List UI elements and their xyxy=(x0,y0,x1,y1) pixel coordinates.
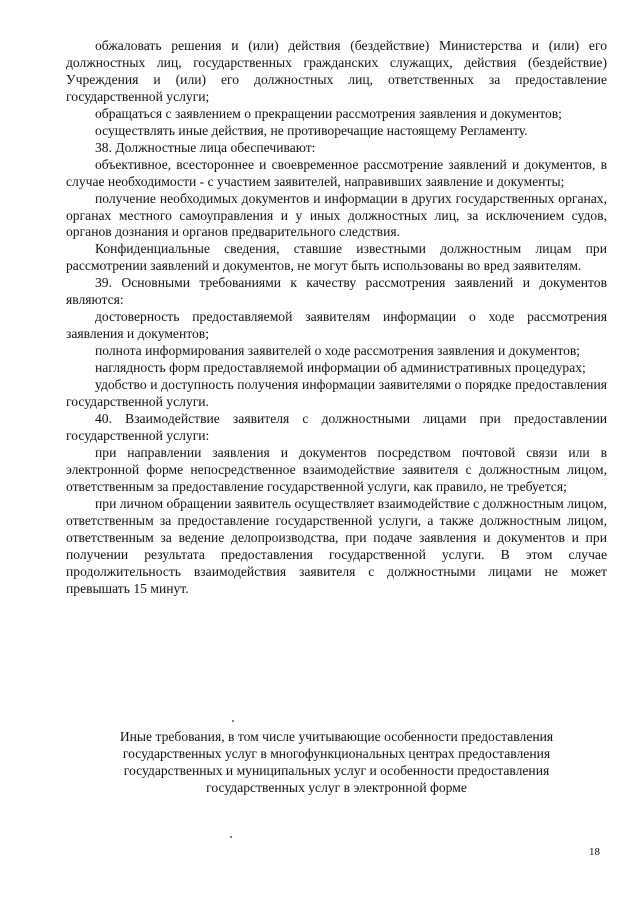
paragraph: Конфиденциальные сведения, ставшие известными должностным лицам при рассмотрении заявлений и документов, не могут быть использованы во вред заявителям. xyxy=(66,241,607,274)
paragraph: 39. Основными требованиями к качеству рассмотрения заявлений и документов являются: xyxy=(66,275,607,308)
paragraph: полнота информирования заявителей о ходе рассмотрения заявления и документов; xyxy=(95,343,581,359)
section-heading-line: Иные требования, в том числе учитывающие особенности предоставления xyxy=(119,729,554,744)
paragraph: наглядность форм предоставляемой информации об административных процедурах; xyxy=(95,360,586,376)
paragraph: при направлении заявления и документов посредством почтовой связи или в электронной форме непосредственное взаимодействие заявителя с должностным лицом, ответственным за предоставление государственной услуги, как правило, не требуется; xyxy=(66,444,607,494)
paragraph: 38. Должностные лица обеспечивают: xyxy=(95,139,316,155)
paragraph: обращаться с заявлением о прекращении рассмотрения заявления и документов; xyxy=(95,105,562,121)
paragraph: при личном обращении заявитель осуществляет взаимодействие с должностным лицом, ответственным за предоставление государственной услуги, а также должностным лицом, ответственным за ведение делопроизводства, при подаче заявления и документов и при получении результата предоставления государственной услуги. В этом случае продолжительность взаимодействия заявителя с должностными лицами не может превышать 15 минут. xyxy=(66,495,607,596)
scan-speck xyxy=(230,836,232,838)
section-heading xyxy=(66,729,607,797)
paragraph: достоверность предоставляемой заявителям информации о ходе рассмотрения заявления и документов; xyxy=(66,309,607,342)
section-heading-line: государственных услуг в электронной форме xyxy=(206,779,467,795)
paragraph: осуществлять иные действия, не противоречащие настоящему Регламенту. xyxy=(95,122,528,138)
paragraph: обжаловать решения и (или) действия (бездействие) Министерства и (или) его должностных лиц, государственных гражданских служащих, действия (бездействие) Учреждения и (или) его должностных лиц, ответственных за предоставление государственной услуги; xyxy=(66,38,607,104)
page-number: 18 xyxy=(589,846,600,858)
section-heading-line: государственных и муниципальных услуг и особенности предоставления xyxy=(123,762,550,778)
paragraph: получение необходимых документов и информации в других государственных органах, органах местного самоуправления и у иных должностных лиц, за исключением судов, органов дознания и органов предварительного следствия. xyxy=(66,190,607,240)
scan-speck xyxy=(232,720,234,722)
section-heading-line: государственных услуг в многофункциональных центрах предоставления xyxy=(122,745,551,761)
paragraph: объективное, всестороннее и своевременное рассмотрение заявлений и документов, в случае необходимости - с участием заявителей, направивших заявление и документы; xyxy=(66,156,607,189)
paragraph: удобство и доступность получения информации заявителями о порядке предоставления государственной услуги. xyxy=(66,377,607,410)
paragraph: 40. Взаимодействие заявителя с должностными лицами при предоставлении государственной услуги: xyxy=(66,410,607,443)
body-text xyxy=(66,38,607,597)
